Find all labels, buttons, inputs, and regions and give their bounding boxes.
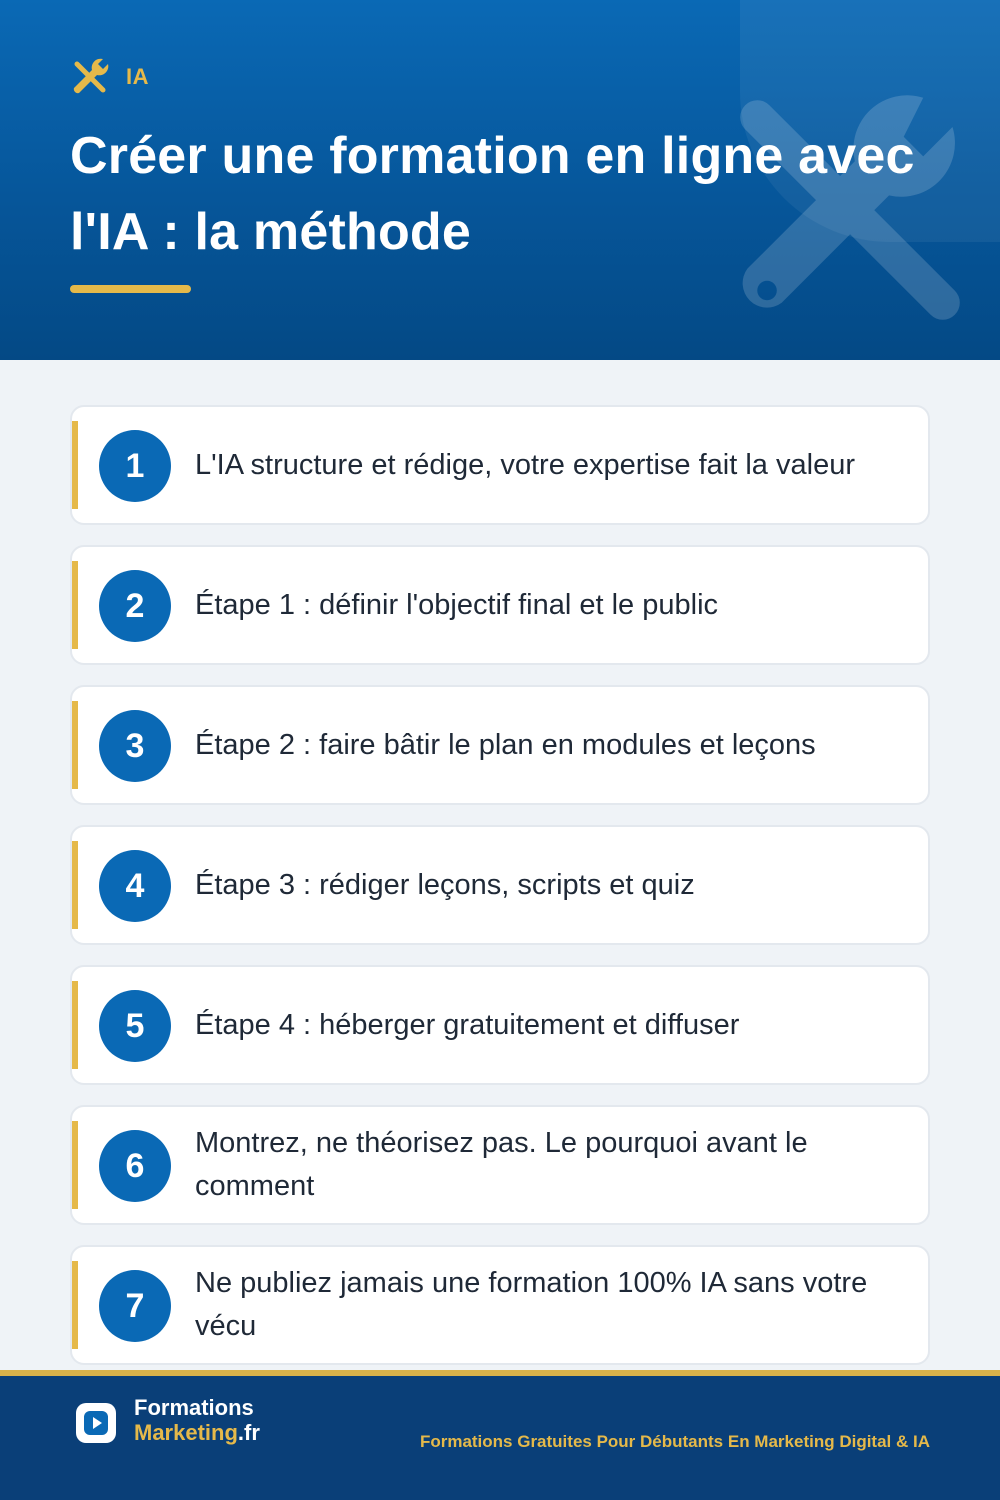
step-card-1 [70, 405, 930, 525]
footer [0, 1370, 1000, 1500]
steps-list [70, 405, 930, 1385]
brand-name-tld: .fr [237, 1420, 260, 1445]
step-number: 1 [99, 430, 171, 502]
card-accent [72, 841, 78, 929]
step-card-6 [70, 1105, 930, 1225]
card-accent [72, 561, 78, 649]
step-card-5 [70, 965, 930, 1085]
step-card-2 [70, 545, 930, 665]
brand-name-line1: Formations [134, 1395, 254, 1420]
tools-icon [70, 57, 110, 97]
step-text: L'IA structure et rédige, votre expertise fait la valeur [195, 448, 855, 481]
step-number: 7 [99, 1270, 171, 1342]
footer-tagline: Formations Gratuites Pour Débutants En Marketing Digital & IA [419, 1432, 930, 1451]
step-text: Étape 2 : faire bâtir le plan en modules et leçons [195, 728, 816, 761]
step-text: Étape 1 : définir l'objectif final et le public [195, 588, 719, 621]
category-tag [70, 57, 149, 97]
step-text: Étape 4 : héberger gratuitement et diffuser [195, 1008, 740, 1041]
header [0, 0, 1000, 360]
card-accent [72, 1261, 78, 1349]
step-number: 2 [99, 570, 171, 642]
brand-name-marketing: Marketing [134, 1420, 238, 1445]
step-number: 4 [99, 850, 171, 922]
title-underline [70, 285, 191, 293]
step-number: 6 [99, 1130, 171, 1202]
step-card-7 [70, 1245, 930, 1365]
play-icon [83, 1410, 109, 1436]
card-accent [72, 701, 78, 789]
step-text: Montrez, ne théorisez pas. Le pourquoi avant le comment [195, 1127, 808, 1202]
step-number: 5 [99, 990, 171, 1062]
page-title: Créer une formation en ligne avec l'IA : la méthode [70, 127, 915, 261]
step-card-3 [70, 685, 930, 805]
brand-name-line2 [134, 1420, 260, 1446]
card-accent [72, 421, 78, 509]
brand-logo[interactable] [76, 1403, 116, 1443]
step-text: Étape 3 : rédiger leçons, scripts et quiz [195, 868, 695, 901]
step-text: Ne publiez jamais une formation 100% IA sans votre vécu [195, 1267, 868, 1342]
step-card-4 [70, 825, 930, 945]
step-number: 3 [99, 710, 171, 782]
card-accent [72, 981, 78, 1069]
card-accent [72, 1121, 78, 1209]
category-label: IA [126, 64, 149, 89]
